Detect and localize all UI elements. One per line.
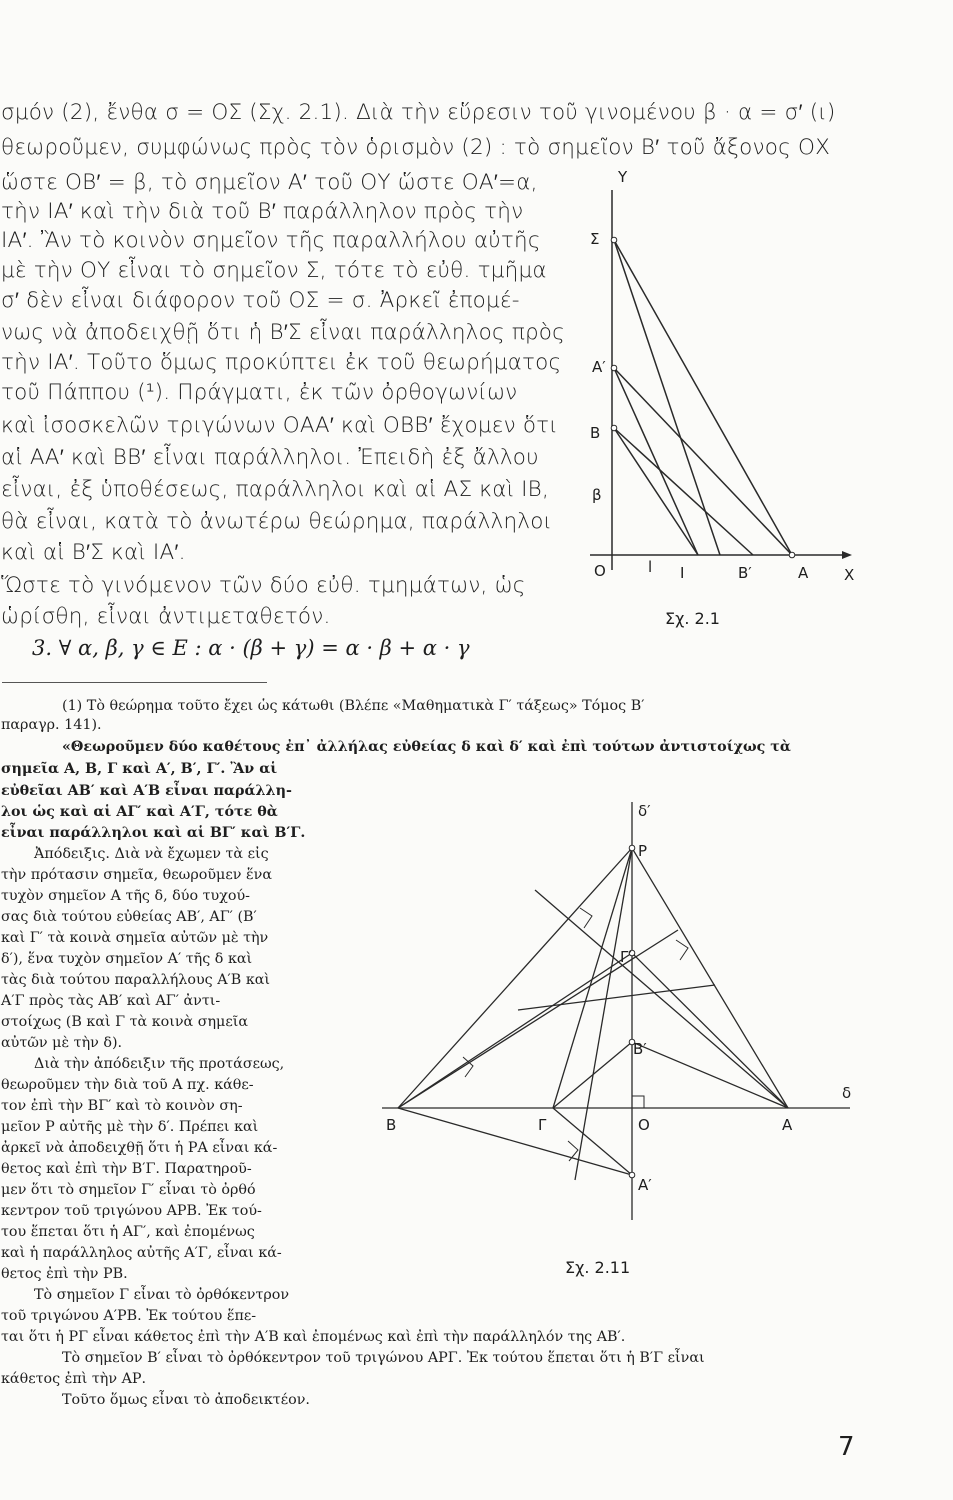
footnote-line: λοι ὡς καὶ αἱ ΑΓ′ καὶ Α′Γ, τότε θὰ [1, 804, 278, 820]
footnote-line: εὐθεῖαι ΑΒ′ καὶ Α′Β εἶναι παράλλη- [1, 783, 292, 799]
segment-sigma-a [614, 240, 792, 555]
label-a-prime: Α′ [592, 358, 606, 376]
distributive-property: 3. ∀ α, β, γ ∈ E : α · (β + γ) = α · β + α · γ [32, 636, 470, 660]
footnote-line: δ′), ἕνα τυχὸν σημεῖον Α′ τῆς δ καὶ [1, 951, 253, 967]
footnote-line: κάθετος ἐπὶ τὴν ΑΡ. [1, 1371, 147, 1387]
footnote-line: τὰς διὰ τούτου παραλλήλους Α′Β καὶ [1, 972, 271, 988]
text-line: ΙΑ′. Ἂν τὸ κοινὸν σημεῖον τῆς παραλλήλου αὐτῆς [1, 228, 541, 253]
footnote-line: τοῦ τριγώνου Α′ΡΒ. Ἐκ τούτου ἕπε- [1, 1308, 257, 1324]
right-angle-mark [580, 908, 592, 928]
point-b [611, 425, 617, 431]
segment-a1-i [614, 368, 698, 555]
footnote-line: τὴν πρότασιν σημεῖα, θεωροῦμεν ἕνα [1, 867, 272, 883]
footnote-line: θετος ἐπὶ τὴν ΡΒ. [1, 1266, 128, 1282]
footnote-line: «Θεωροῦμεν δύο καθέτους ἐπ᾽ ἀλλήλας εὐθείας δ καὶ δ′ καὶ ἐπὶ τούτων ἀντιστοίχως τὰ [62, 739, 791, 755]
footnote-line: ται ὅτι ἡ ΡΓ εἶναι κάθετος ἐπὶ τὴν Α′Β καὶ ἐπομένως καὶ ἐπὶ τὴν παράλληλόν της ΑΒ′. [1, 1329, 626, 1345]
text-line: Ὥστε τὸ γινόμενον τῶν δύο εὐθ. τμημάτων, ὡς [1, 573, 526, 598]
point-p [629, 845, 635, 851]
right-angle-mark [676, 940, 688, 960]
text-line: ὡρίσθη, εἶναι ἀντιμεταθετόν. [1, 604, 331, 629]
label-b-prime: Β′ [633, 1040, 647, 1058]
text-line: νως νὰ ἀποδειχθῇ ὅτι ἡ Β′Σ εἶναι παράλληλος πρὸς [1, 320, 565, 345]
line-b-g2 [398, 953, 632, 1108]
text-line: τοῦ Πάππου (¹). Πράγματι, ἐκ τῶν ὀρθογωνίων [1, 380, 518, 405]
footnote-line: Τοῦτο ὅμως εἶναι τὸ ἀποδεικτέον. [62, 1392, 310, 1408]
footnote-line: τον ἐπὶ τὴν ΒΓ′ καὶ τὸ κοινὸν ση- [1, 1098, 243, 1114]
footnote-line: σημεῖα Α, Β, Γ καὶ Α′, Β′, Γ′. Ἂν αἱ [1, 761, 278, 777]
page-number: 7 [838, 1432, 855, 1462]
footnote-line: θετος καὶ ἐπὶ τὴν Β′Γ. Παρατηροῦ- [1, 1161, 252, 1177]
footnote-separator [2, 682, 267, 683]
text-line: ὥστε ΟΒ′ = β, τὸ σημεῖον Α′ τοῦ ΟΥ ὥστε ΟΑ′=α, [1, 170, 538, 195]
footnote-line: μεῖον Ρ αὐτῆς μὲ τὴν δ′. Πρέπει καὶ [1, 1119, 259, 1135]
footnote-line: σας διὰ τούτου εὐθείας ΑΒ′, ΑΓ′ (Β′ [1, 909, 257, 925]
line-g-a2 [553, 1108, 632, 1175]
label-a-prime: Α′ [638, 1176, 652, 1194]
label-a: Α [782, 1116, 793, 1134]
text-line: αἱ ΑΑ′ καὶ ΒΒ′ εἶναι παράλληλοι. Ἐπειδὴ ἐξ ἄλλου [1, 445, 539, 470]
footnote-line: αὐτῶν μὲ τὴν δ). [1, 1035, 123, 1051]
footnote-line: Ἀπόδειξις. Διὰ νὰ ἔχωμεν τὰ εἰς [34, 846, 269, 862]
point-sigma [611, 237, 617, 243]
label-d: δ [842, 1084, 852, 1102]
footnote-line: Τὸ σημεῖον Β′ εἶναι τὸ ὀρθόκεντρον τοῦ τριγώνου ΑΡΓ. Ἐκ τούτου ἕπεται ὅτι ἡ Β′Γ εἶναι [62, 1350, 705, 1366]
figure-2-1 [570, 150, 870, 650]
label-b-prime: Β′ [738, 564, 752, 582]
point-a-prime [611, 365, 617, 371]
label-b: Β [386, 1116, 397, 1134]
footnote-line: (1) Τὸ θεώρημα τοῦτο ἔχει ὡς κάτωθι (Βλέπε «Μαθηματικὰ Γ′ τάξεως» Τόμος Β′ [62, 698, 645, 714]
label-sigma: Σ [590, 230, 600, 248]
label-g-prime: Γ′ [620, 948, 632, 966]
label-x: Χ [844, 566, 855, 584]
label-d-prime: δ′ [638, 802, 651, 820]
altitude-from-a [535, 890, 788, 1108]
altitude-from-b [398, 930, 678, 1108]
label-p: Ρ [638, 842, 648, 860]
footnote-line: Α′Γ πρὸς τὰς ΑΒ′ καὶ ΑΓ′ ἀντι- [1, 993, 221, 1009]
side-bp [398, 848, 632, 1108]
point-a-prime [629, 1172, 635, 1178]
text-line: θεωροῦμεν, συμφώνως πρὸς τὸν ὁρισμὸν (2) : τὸ σημεῖον Β′ τοῦ ἄξονος ΟΧ [1, 135, 830, 160]
label-beta: β [592, 486, 602, 504]
label-g: Γ [538, 1116, 547, 1134]
label-i: I [680, 564, 685, 582]
label-o: Ο [638, 1116, 650, 1134]
label-b: Β [590, 424, 601, 442]
label-l: l [648, 558, 653, 576]
text-line: μὲ τὴν ΟΥ εἶναι τὸ σημεῖον Σ, τότε τὸ εὐθ. τμῆμα [1, 258, 547, 283]
footnote-line: Τὸ σημεῖον Γ εἶναι τὸ ὀρθόκεντρον [34, 1287, 290, 1303]
caption-fig-2-11: Σχ. 2.11 [565, 1258, 631, 1277]
text-line: καὶ αἱ Β′Σ καὶ ΙΑ′. [1, 540, 186, 565]
footnote-line: στοίχως (Β καὶ Γ τὰ κοινὰ σημεῖα [1, 1014, 249, 1030]
text-line: σμόν (2), ἔνθα σ = ΟΣ (Σχ. 2.1). Διὰ τὴν εὕρεσιν τοῦ γινομένου β · α = σ′ (ι) [1, 100, 836, 125]
text-line: καὶ ἰσοσκελῶν τριγώνων ΟΑΑ′ καὶ ΟΒΒ′ ἔχομεν ὅτι [1, 413, 558, 438]
footnote-line: του ἕπεται ὅτι ἡ ΑΓ′, καὶ ἐπομένως [1, 1224, 255, 1240]
text-line: τὴν ΙΑ′. Τοῦτο ὅμως προκύπτει ἐκ τοῦ θεωρήματος [1, 350, 562, 375]
line-a-g2 [632, 953, 788, 1108]
caption-fig-2-1: Σχ. 2.1 [665, 609, 720, 628]
line-a-b2 [632, 1042, 788, 1108]
footnote-line: θεωροῦμεν τὴν διὰ τοῦ Α πχ. κάθε- [1, 1077, 254, 1093]
line-p-g [553, 848, 632, 1108]
right-angle-mark [632, 1096, 644, 1108]
line-p-h [575, 848, 632, 1180]
label-a: Α [798, 564, 809, 582]
footnote-line: ἀρκεῖ νὰ ἀποδειχθῇ ὅτι ἡ ΡΑ εἶναι κά- [1, 1140, 278, 1156]
label-o: Ο [594, 562, 606, 580]
text-line: τὴν ΙΑ′ καὶ τὴν διὰ τοῦ Β′ παράλληλον πρὸς τὴν [1, 199, 524, 224]
footnote-line: μεν ὅτι τὸ σημεῖον Γ′ εἶναι τὸ ὀρθό [1, 1182, 256, 1198]
text-line: σ′ δὲν εἶναι διάφορον τοῦ ΟΣ = σ. Ἀρκεῖ ἐπομέ- [1, 288, 520, 313]
footnote-line: εἶναι παράλληλοι καὶ αἱ ΒΓ′ καὶ Β′Γ. [1, 825, 306, 841]
text-line: θὰ εἶναι, κατὰ τὸ ἀνωτέρω θεώρημα, παράλληλοι [1, 509, 553, 534]
label-y: Y [618, 168, 628, 186]
segment-b-i [614, 428, 698, 555]
line-b-a2 [398, 1108, 632, 1175]
text-line: εἶναι, ἐξ ὑποθέσεως, παράλληλοι καὶ αἱ ΑΣ καὶ ΙΒ, [1, 477, 549, 502]
figure-2-11 [370, 780, 860, 1300]
footnote-line: κεντρον τοῦ τριγώνου ΑΡΒ. Ἐκ τού- [1, 1203, 262, 1219]
side-pa [632, 848, 788, 1108]
footnote-line: καὶ Γ′ τὰ κοινὰ σημεῖα αὐτῶν μὲ τὴν [1, 930, 269, 946]
footnote-line: τυχὸν σημεῖον Α τῆς δ, δύο τυχού- [1, 888, 251, 904]
footnote-line: Διὰ τὴν ἀπόδειξιν τῆς προτάσεως, [34, 1056, 285, 1072]
footnote-line: καὶ ἡ παράλληλος αὐτῆς Α′Γ, εἶναι κά- [1, 1245, 282, 1261]
footnote-line: παραγρ. 141). [1, 717, 102, 733]
point-a [789, 552, 795, 558]
